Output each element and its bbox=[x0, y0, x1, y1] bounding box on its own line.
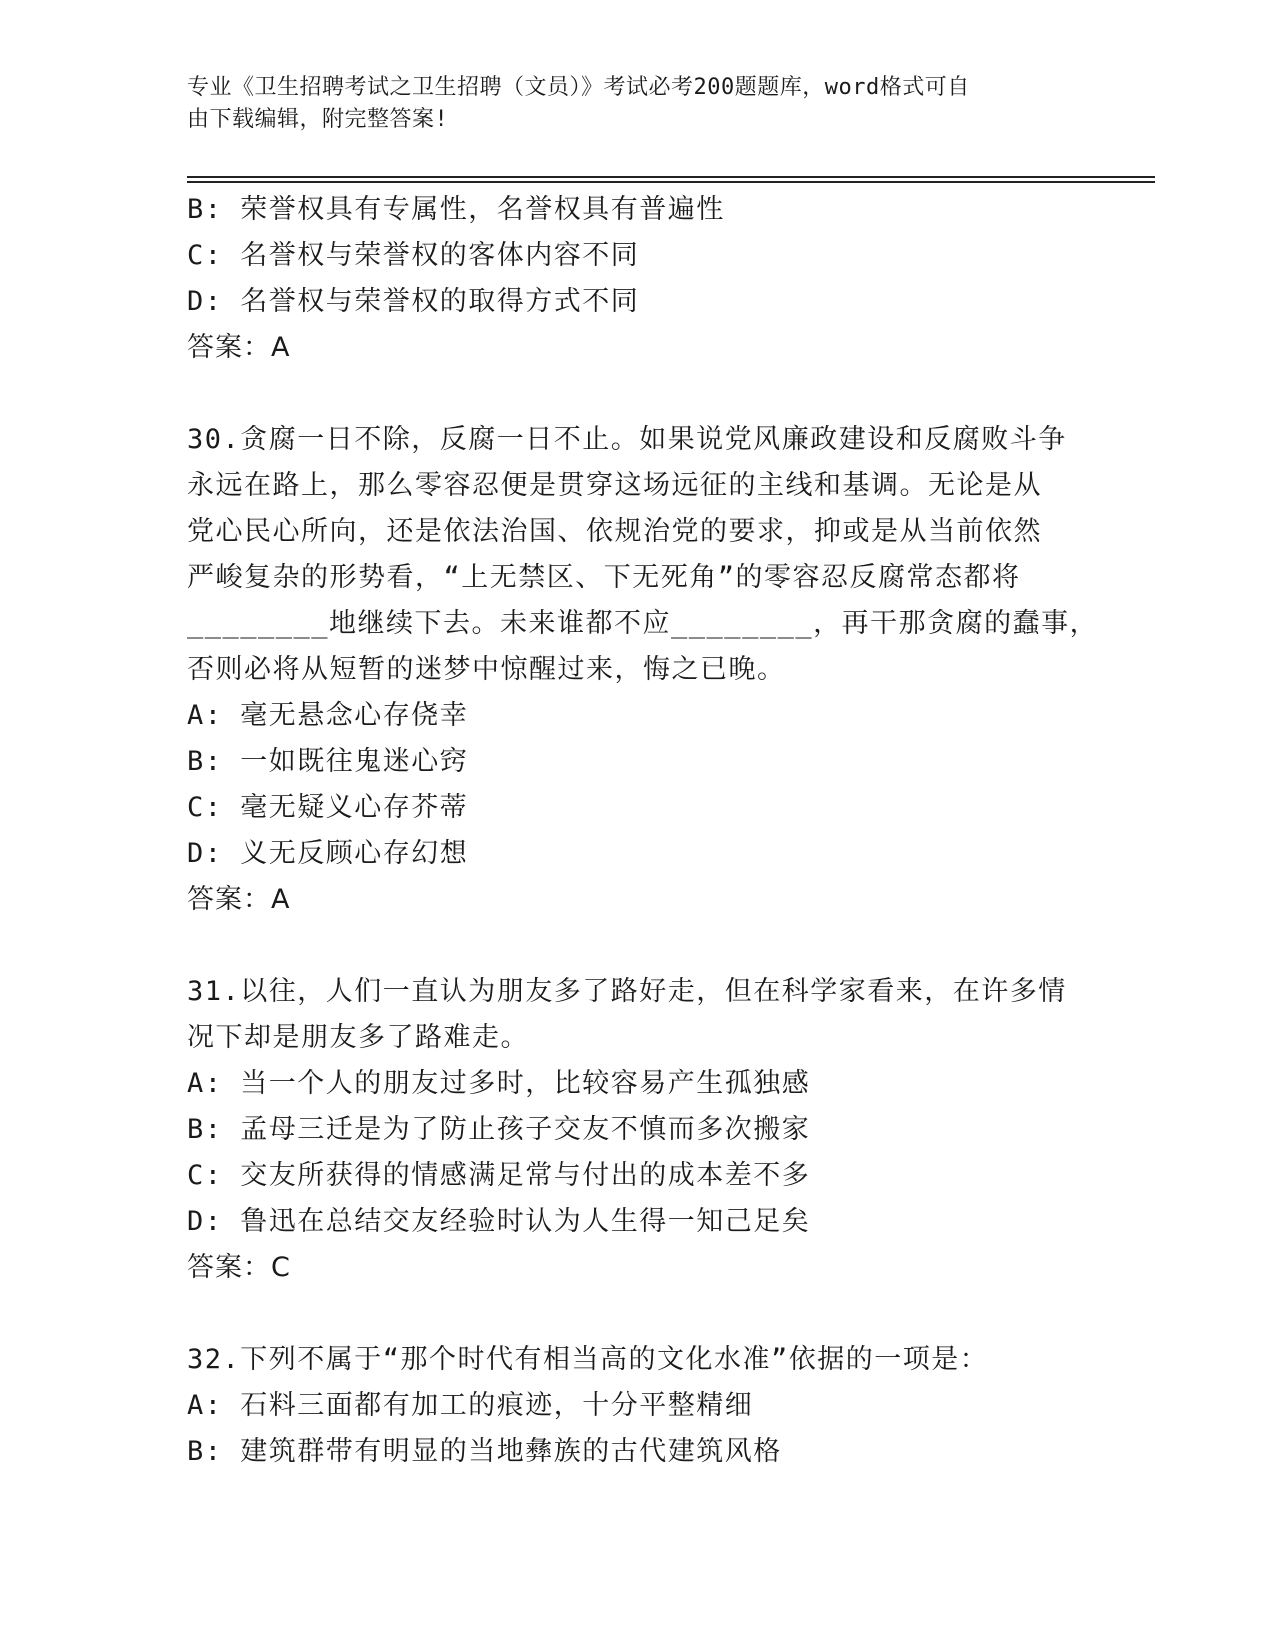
option-a: A: 石料三面都有加工的痕迹，十分平整精细 bbox=[187, 1390, 754, 1421]
option-a: A: 当一个人的朋友过多时，比较容易产生孤独感 bbox=[187, 1068, 811, 1099]
document-content bbox=[187, 187, 1099, 1475]
header-rule-top bbox=[187, 176, 1155, 178]
spacer bbox=[187, 371, 1087, 417]
question-text-line: 32.下列不属于“那个时代有相当高的文化水准”依据的一项是： bbox=[187, 1344, 989, 1375]
option-b: B: 孟母三迁是为了防止孩子交友不慎而多次搬家 bbox=[187, 1114, 811, 1145]
question-31 bbox=[187, 969, 1087, 1291]
question-32 bbox=[187, 1337, 1087, 1475]
answer-line: 答案：A bbox=[187, 332, 291, 363]
option-b: B: 建筑群带有明显的当地彝族的古代建筑风格 bbox=[187, 1436, 782, 1467]
question-text-line: 否则必将从短暂的迷梦中惊醒过来，悔之已晚。 bbox=[187, 654, 786, 685]
option-d: D: 名誉权与荣誉权的取得方式不同 bbox=[187, 286, 640, 317]
option-b: B: 一如既往鬼迷心窍 bbox=[187, 746, 469, 777]
spacer bbox=[187, 923, 1087, 969]
answer-line: 答案：C bbox=[187, 1252, 291, 1283]
question-text-line: 永远在路上，那么零容忍便是贯穿这场远征的主线和基调。无论是从 bbox=[187, 470, 1042, 501]
option-b: B: 荣誉权具有专属性，名誉权具有普遍性 bbox=[187, 194, 725, 225]
question-text-line: 党心民心所向，还是依法治国、依规治党的要求，抑或是从当前依然 bbox=[187, 516, 1042, 547]
question-text-line: 30.贪腐一日不除，反腐一日不止。如果说党风廉政建设和反腐败斗争 bbox=[187, 424, 1067, 455]
option-d: D: 义无反顾心存幻想 bbox=[187, 838, 469, 869]
option-a: A: 毫无悬念心存侥幸 bbox=[187, 700, 469, 731]
answer-line: 答案：A bbox=[187, 884, 291, 915]
header-line-1: 专业《卫生招聘考试之卫生招聘（文员）》考试必考200题题库，word格式可自 bbox=[187, 75, 970, 100]
question-text-line: 严峻复杂的形势看，“上无禁区、下无死角”的零容忍反腐常态都将 bbox=[187, 562, 1021, 593]
option-c: C: 毫无疑义心存芥蒂 bbox=[187, 792, 469, 823]
header-rule-bottom bbox=[187, 181, 1155, 183]
question-text-line: 况下却是朋友多了路难走。 bbox=[187, 1022, 529, 1053]
header-line-2: 由下载编辑，附完整答案! bbox=[187, 107, 449, 132]
option-d: D: 鲁迅在总结交友经验时认为人生得一知己足矣 bbox=[187, 1206, 811, 1237]
question-text-line: 31.以往，人们一直认为朋友多了路好走，但在科学家看来，在许多情 bbox=[187, 976, 1067, 1007]
option-c: C: 名誉权与荣誉权的客体内容不同 bbox=[187, 240, 640, 271]
question-29-tail bbox=[187, 187, 1087, 371]
question-text-line: ________地继续下去。未来谁都不应________，再干那贪腐的蠢事， bbox=[187, 608, 1099, 639]
question-30 bbox=[187, 417, 1099, 923]
document-header bbox=[187, 72, 1067, 136]
option-c: C: 交友所获得的情感满足常与付出的成本差不多 bbox=[187, 1160, 811, 1191]
spacer bbox=[187, 1291, 1087, 1337]
